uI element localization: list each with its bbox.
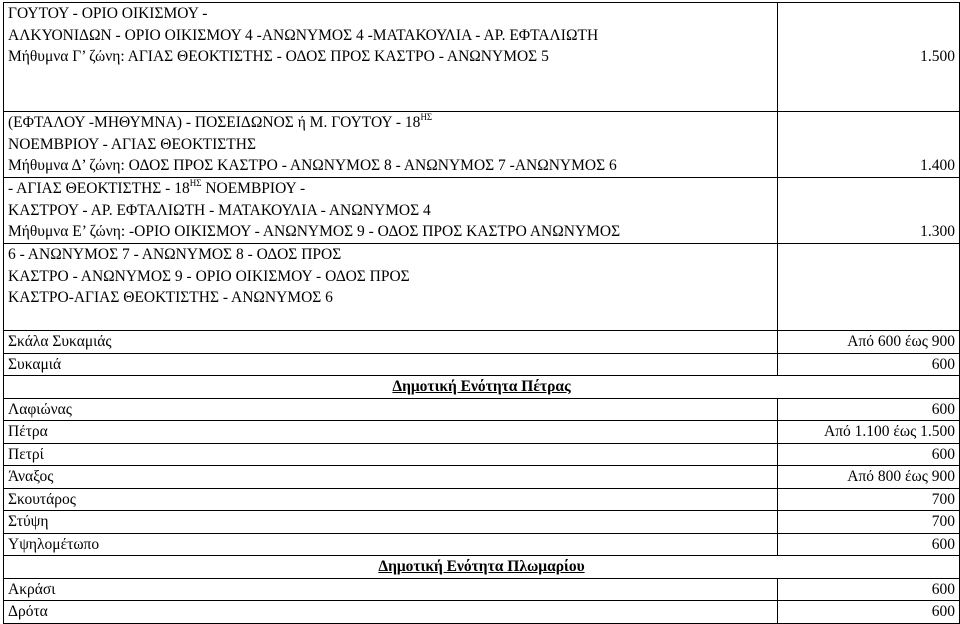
zone-value-cell — [778, 112, 960, 178]
zone-text-line: ΚΑΣΤΡΟ-ΑΓΙΑΣ ΘΕΟΚΤΙΣΤΗΣ - ΑΝΩΝΥΜΟΣ 6 — [8, 289, 333, 306]
zone-value-cell — [778, 244, 960, 331]
place-name: Δρότα — [4, 601, 778, 624]
place-name: Πέτρα — [4, 421, 778, 444]
place-name: Λαφιώνας — [4, 398, 778, 421]
zone-text-line: Μήθυμνα Δ’ ζώνη: ΟΔΟΣ ΠΡΟΣ ΚΑΣΤΡΟ - ΑΝΩΝΥΜΟΣ 8 - ΑΝΩΝΥΜΟΣ 7 -ΑΝΩΝΥΜΟΣ 6 — [8, 157, 617, 174]
table-row — [4, 511, 960, 534]
zone-value: 1.400 — [920, 157, 955, 174]
zone-text-line: Μήθυμνα Ε’ ζώνη: -ΟΡΙΟ ΟΙΚΙΣΜΟΥ - ΑΝΩΝΥΜΟΣ 9 - ΟΔΟΣ ΠΡΟΣ ΚΑΣΤΡΟ ΑΝΩΝΥΜΟΣ — [8, 223, 621, 240]
zone-text-line: ΚΑΣΤΡΟΥ - ΑΡ. ΕΦΤΑΛΙΩΤΗ - ΜΑΤΑΚΟΥΛΙΑ - ΑΝΩΝΥΜΟΣ 4 — [8, 201, 431, 219]
table-row — [4, 244, 960, 331]
table-row — [4, 533, 960, 556]
section-title: Δημοτική Ενότητα Πλωμαρίου — [4, 556, 960, 579]
place-name: Σκάλα Συκαμιάς — [4, 331, 778, 354]
place-name: Στύψη — [4, 511, 778, 534]
zone-description-cell — [4, 244, 778, 331]
zone-value-cell — [778, 3, 960, 112]
place-value: 600 — [778, 443, 960, 466]
table-row — [4, 353, 960, 376]
zone-text-line: - ΑΓΙΑΣ ΘΕΟΚΤΙΣΤΗΣ - $18^{H\Sigma}$ ΝΟΕΜΒΡΙΟΥ - — [8, 177, 306, 197]
place-value: 600 — [778, 353, 960, 376]
place-value: Από 800 έως 900 — [778, 466, 960, 489]
table-row — [4, 443, 960, 466]
table-row — [4, 178, 960, 244]
place-value: 700 — [778, 511, 960, 534]
table-row — [4, 112, 960, 178]
place-name: Ακράσι — [4, 578, 778, 601]
place-value: Από 1.100 έως 1.500 — [778, 421, 960, 444]
zone-price-table — [3, 2, 960, 624]
place-value: 600 — [778, 398, 960, 421]
place-name: Σκουτάρος — [4, 488, 778, 511]
zone-text-line: ΑΛΚΥΟΝΙΔΩΝ - ΟΡΙΟ ΟΙΚΙΣΜΟΥ 4 -ΑΝΩΝΥΜΟΣ 4 -ΜΑΤΑΚΟΥΛΙΑ - ΑΡ. ΕΦΤΑΛΙΩΤΗ — [8, 26, 599, 44]
place-name: Συκαμιά — [4, 353, 778, 376]
section-header-row — [4, 376, 960, 399]
place-value: 600 — [778, 533, 960, 556]
place-value: 600 — [778, 601, 960, 624]
table-row — [4, 601, 960, 624]
table-row — [4, 466, 960, 489]
section-title: Δημοτική Ενότητα Πέτρας — [4, 376, 960, 399]
zone-description-cell — [4, 3, 778, 112]
place-value: 700 — [778, 488, 960, 511]
table-row — [4, 488, 960, 511]
zone-text-line: (ΕΦΤΑΛΟΥ -ΜΗΘΥΜΝΑ) - ΠΟΣΕΙΔΩΝΟΣ ή Μ. ΓΟΥΤΟΥ - $18^{H\Sigma}$ — [8, 111, 433, 131]
section-header-row — [4, 556, 960, 579]
table-row — [4, 3, 960, 112]
table-row — [4, 331, 960, 354]
table-row — [4, 398, 960, 421]
table-row — [4, 578, 960, 601]
zone-text-line: 6 - ΑΝΩΝΥΜΟΣ 7 - ΑΝΩΝΥΜΟΣ 8 - ΟΔΟΣ ΠΡΟΣ — [8, 246, 342, 263]
zone-value: 1.300 — [920, 223, 955, 240]
zone-text-line: ΚΑΣΤΡΟ - ΑΝΩΝΥΜΟΣ 9 - ΟΡΙΟ ΟΙΚΙΣΜΟΥ - ΟΔΟΣ ΠΡΟΣ — [8, 267, 410, 285]
place-name: Πετρί — [4, 443, 778, 466]
zone-text-line: ΝΟΕΜΒΡΙΟΥ - ΑΓΙΑΣ ΘΕΟΚΤΙΣΤΗΣ — [8, 135, 256, 153]
zone-value-cell — [778, 178, 960, 244]
place-name: Άναξος — [4, 466, 778, 489]
place-value: Από 600 έως 900 — [778, 331, 960, 354]
table-row — [4, 421, 960, 444]
zone-value: 1.500 — [920, 48, 955, 65]
zone-text-line: ΓΟΥΤΟΥ - ΟΡΙΟ ΟΙΚΙΣΜΟΥ - — [8, 5, 208, 22]
zone-description-cell — [4, 112, 778, 178]
zone-description-cell — [4, 178, 778, 244]
zone-text-line: Μήθυμνα Γ’ ζώνη: ΑΓΙΑΣ ΘΕΟΚΤΙΣΤΗΣ - ΟΔΟΣ ΠΡΟΣ ΚΑΣΤΡΟ - ΑΝΩΝΥΜΟΣ 5 — [8, 48, 549, 65]
place-value: 600 — [778, 578, 960, 601]
place-name: Υψηλομέτωπο — [4, 533, 778, 556]
